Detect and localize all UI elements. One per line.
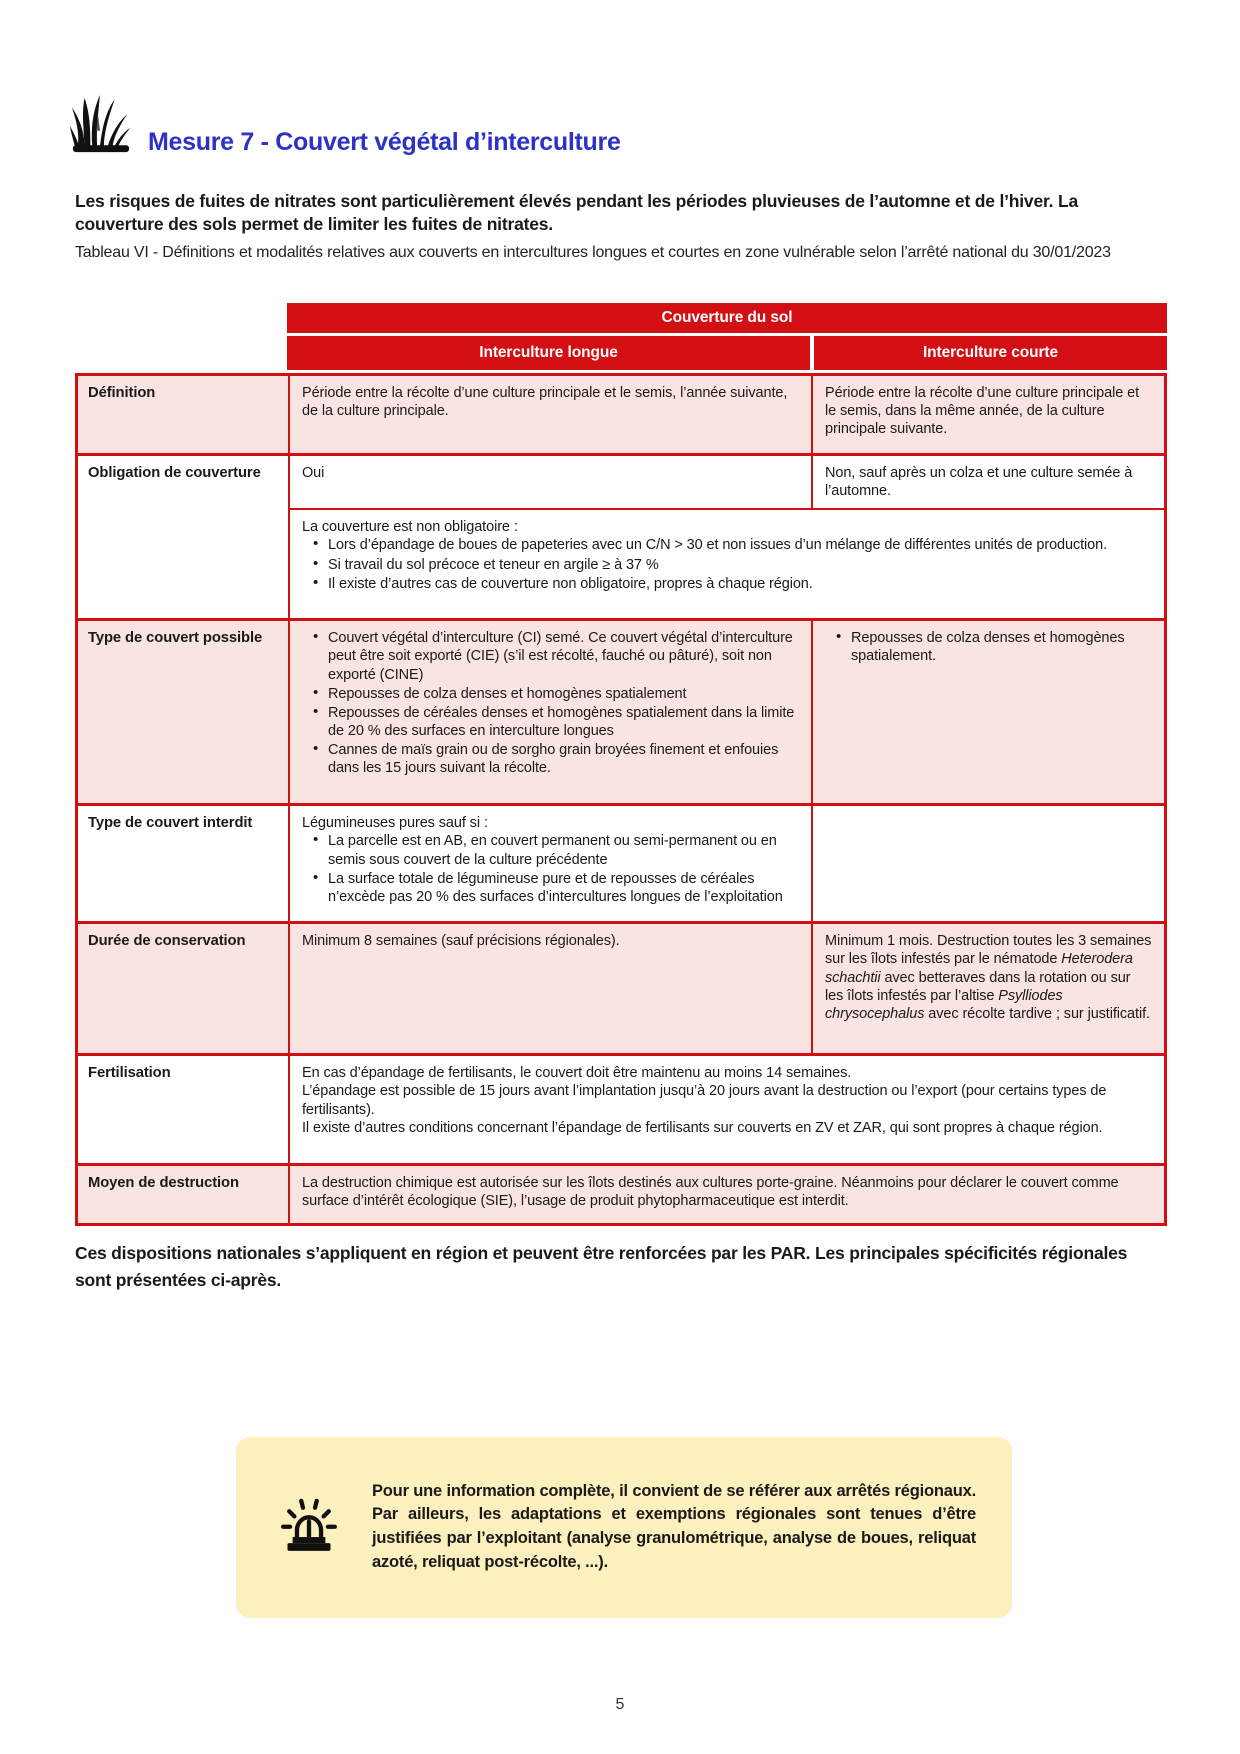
row-label: Durée de conservation <box>78 924 290 1053</box>
row-label: Moyen de destruction <box>78 1166 290 1223</box>
cell-obligation-courte: Non, sauf après un colza et une culture semée à l’automne. <box>825 465 1133 500</box>
cell-fertilisation <box>290 1056 1164 1163</box>
interdit-intro: Légumineuses pures sauf si : <box>302 815 488 832</box>
cell-interdit-longue <box>290 806 813 921</box>
regional-note-box <box>236 1437 1012 1618</box>
row-label: Obligation de couverture <box>78 456 290 618</box>
cell-possible-courte <box>813 621 1164 803</box>
bullet-item: • Lors d’épandage de boues de papeteries avec un C/N > 30 et non issues d’un mélange de différentes unités de production. <box>328 536 1152 554</box>
fertilisation-line: Il existe d’autres conditions concernant l’épandage de fertilisants sur couverts en ZV et ZAR, qui sont propres à chaque région. <box>302 1119 1103 1136</box>
row-label: Fertilisation <box>78 1056 290 1163</box>
section-heading <box>70 86 621 160</box>
bullet-item: • Cannes de maïs grain ou de sorgho grain broyées finement et enfouies dans les 15 jours suivant la récolte. <box>328 741 799 777</box>
duree-text: avec récolte tardive ; sur justificatif. <box>924 1005 1150 1022</box>
table-row-fertilisation <box>78 1053 1164 1163</box>
cell-destruction: La destruction chimique est autorisée sur les îlots destinés aux cultures porte-graine. Néanmoins pour déclarer le couvert comme surface d’intérêt écologique (SIE), l’usage de produit phytopharmaceutique est interdit. <box>302 1175 1119 1210</box>
row-label: Définition <box>78 376 290 453</box>
bullet-item: • Repousses de colza denses et homogènes spatialement <box>328 685 799 703</box>
header-col-interculture-longue: Interculture longue <box>287 336 810 370</box>
cell-definition-longue: Période entre la récolte d’une culture principale et le semis, l’année suivante, de la culture principale. <box>290 376 813 453</box>
table-header <box>287 303 1167 370</box>
table-row-couvert-interdit <box>78 803 1164 921</box>
bullet-item: • La parcelle est en AB, en couvert permanent ou semi-permanent ou en semis sous couvert de la culture précédente <box>328 832 799 868</box>
table-row-definition <box>78 376 1164 453</box>
header-col-interculture-courte: Interculture courte <box>814 336 1167 370</box>
intro-paragraph: Les risques de fuites de nitrates sont particulièrement élevés pendant les périodes pluvieuses de l’automne et de l’hiver. La couverture des sols permet de limiter les fuites de nitrates. <box>75 190 1078 235</box>
duree-text: Minimum 1 mois. Destruction toutes les 3 semaines sur les îlots infestés par le nématode <box>825 933 1152 968</box>
grass-icon <box>70 86 132 160</box>
cell-duree-courte <box>813 924 1164 1053</box>
latin-name: Psylliodes chrysocephalus <box>825 987 1063 1022</box>
exceptions-intro: La couverture est non obligatoire : <box>302 519 518 536</box>
cell-obligation-longue: Oui <box>290 456 813 508</box>
header-group-cell: Couverture du sol <box>287 303 1167 333</box>
table-row-couvert-possible <box>78 618 1164 803</box>
coverage-table <box>75 303 1167 1226</box>
note-text: Pour une information complète, il convient de se référer aux arrêtés régionaux. Par ailleurs, les adaptations et exemptions régionales sont tenues d’être justifiées par l’exploitant (analyse granulométrique, analyse de boues, reliquat azoté, reliquat post-récolte, ...). <box>372 1481 976 1572</box>
bullet-item: • Il existe d’autres cas de couverture non obligatoire, propres à chaque région. <box>328 575 1152 593</box>
duree-text: avec betteraves dans la rotation ou sur les îlots infestés par l’altise <box>825 969 1131 1004</box>
cell-possible-longue <box>290 621 813 803</box>
bullet-item: • Repousses de céréales denses et homogènes spatialement dans la limite de 20 % des surfaces en interculture longues <box>328 704 799 740</box>
fertilisation-line: En cas d’épandage de fertilisants, le couvert doit être maintenu au moins 14 semaines. <box>302 1065 852 1082</box>
bullet-item: • La surface totale de légumineuse pure et de repousses de céréales n’excède pas 20 % des surfaces d’intercultures longues de l’exploitation <box>328 870 799 906</box>
closing-paragraph: Ces dispositions nationales s’appliquent en région et peuvent être renforcées par les PAR. Les principales spécificités régionales sont présentées ci-après. <box>75 1242 1128 1290</box>
bullet-item: • Couvert végétal d’interculture (CI) semé. Ce couvert végétal d’interculture peut être soit exporté (CIE) (s’il est récolté, fauché ou pâturé), soit non exporté (CINE) <box>328 629 799 683</box>
cell-duree-longue: Minimum 8 semaines (sauf précisions régionales). <box>290 924 813 1053</box>
row-label: Type de couvert possible <box>78 621 290 803</box>
row-label: Type de couvert interdit <box>78 806 290 921</box>
bullet-item: • Si travail du sol précoce et teneur en argile ≥ à 37 % <box>328 556 1152 574</box>
warning-beacon-icon <box>278 1494 340 1561</box>
page-number: 5 <box>615 1696 625 1713</box>
table-caption: Tableau VI - Définitions et modalités relatives aux couverts en intercultures longues et courtes en zone vulnérable selon l’arrêté national du 30/01/2023 <box>75 244 1111 261</box>
page-title: Mesure 7 - Couvert végétal d’interculture <box>148 128 621 156</box>
table-row-moyen-destruction <box>78 1163 1164 1223</box>
table-row-duree-conservation <box>78 921 1164 1053</box>
bullet-item: • Repousses de colza denses et homogènes spatialement. <box>851 629 1152 665</box>
cell-obligation-exceptions <box>290 510 1164 618</box>
table-row-obligation <box>78 453 1164 618</box>
table-body <box>75 373 1167 1226</box>
latin-name: Heterodera schachtii <box>825 951 1133 986</box>
cell-interdit-courte-empty <box>813 806 1164 921</box>
fertilisation-line: L’épandage est possible de 15 jours avant l’implantation jusqu’à 20 jours avant la destruction ou l’export (pour certains types de fertilisants). <box>302 1083 1107 1118</box>
cell-definition-courte: Période entre la récolte d’une culture principale et le semis, dans la même année, de la culture principale suivante. <box>825 385 1139 438</box>
